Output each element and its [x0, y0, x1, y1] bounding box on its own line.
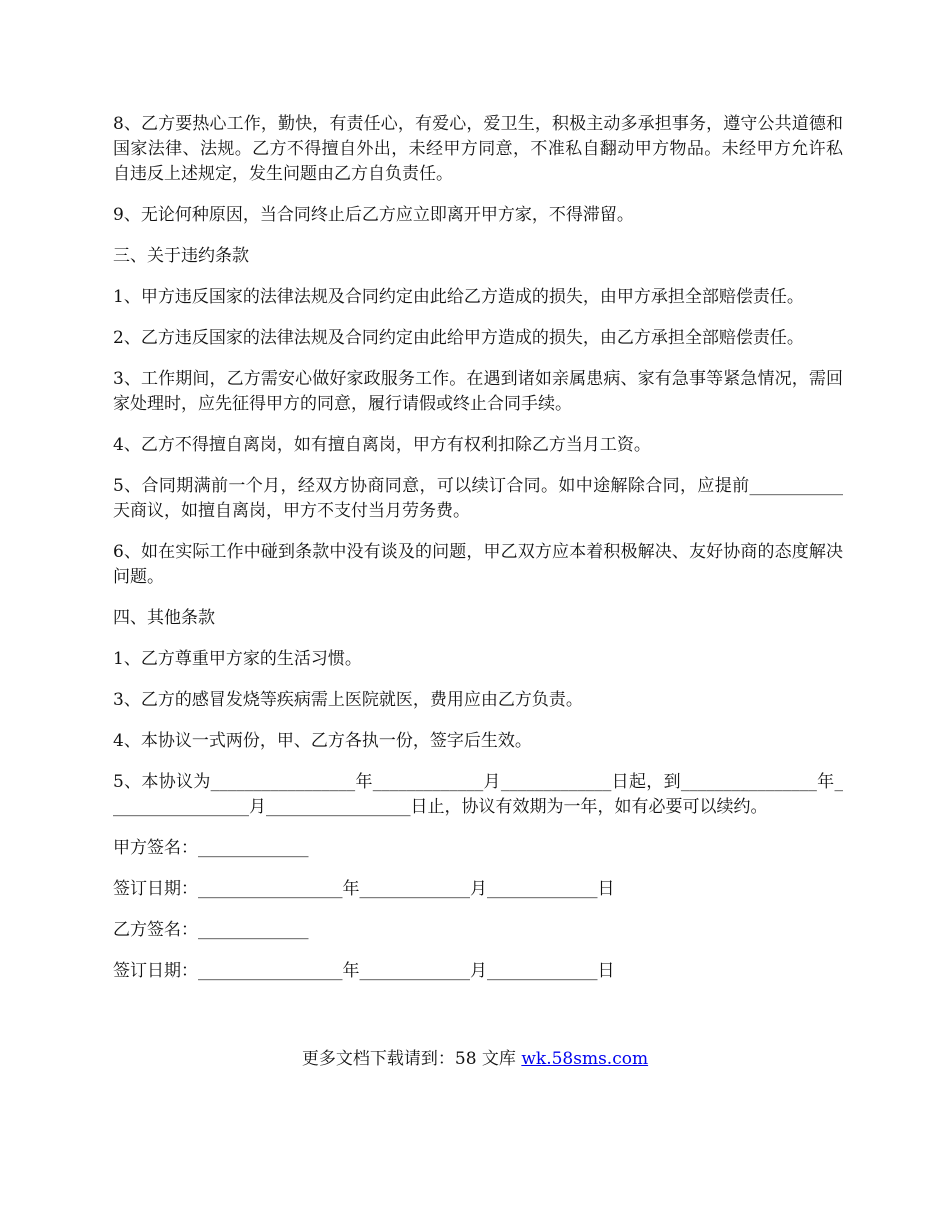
footer-text: 更多文档下载请到：58 文库	[301, 1049, 522, 1069]
party-b-date-line: 签订日期：_________________年_____________月_____________日	[113, 961, 615, 981]
breach-clause-2: 2、乙方违反国家的法律法规及合同约定由此给甲方造成的损失，由乙方承担全部赔偿责任。	[113, 328, 804, 348]
other-clause-4: 4、本协议一式两份，甲、乙方各执一份，签字后生效。	[113, 731, 532, 751]
other-clause-3: 3、乙方的感冒发烧等疾病需上医院就医，费用应由乙方负责。	[113, 690, 583, 710]
other-clause-5: 5、本协议为_________________年_____________月_____________日起，到________________年_________________月_________________日止，协议有效期为一年，如有必要可以续约。	[113, 772, 843, 817]
party-a-date-line: 签订日期：_________________年_____________月_____________日	[113, 879, 615, 899]
document-body	[113, 112, 843, 1000]
footer-link[interactable]: wk.58sms.com	[521, 1049, 649, 1069]
breach-clause-5: 5、合同期满前一个月，经双方协商同意，可以续订合同。如中途解除合同，应提前___________天商议，如擅自离岗，甲方不支付当月劳务费。	[113, 476, 843, 521]
breach-clause-4: 4、乙方不得擅自离岗，如有擅自离岗，甲方有权利扣除乙方当月工资。	[113, 435, 651, 455]
breach-clause-1: 1、甲方违反国家的法律法规及合同约定由此给乙方造成的损失，由甲方承担全部赔偿责任。	[113, 287, 804, 307]
breach-clause-3: 3、工作期间，乙方需安心做好家政服务工作。在遇到诸如亲属患病、家有急事等紧急情况，需回家处理时，应先征得甲方的同意，履行请假或终止合同手续。	[113, 369, 843, 414]
clause-9: 9、无论何种原因，当合同终止后乙方应立即离开甲方家，不得滞留。	[113, 205, 634, 225]
party-b-signature-line: 乙方签名：_____________	[113, 920, 309, 940]
clause-8: 8、乙方要热心工作，勤快，有责任心，有爱心，爱卫生，积极主动多承担事务，遵守公共道德和国家法律、法规。乙方不得擅自外出，未经甲方同意，不准私自翻动甲方物品。未经甲方允许私自违反上述规定，发生问题由乙方自负责任。	[113, 114, 843, 184]
party-a-signature-line: 甲方签名：_____________	[113, 838, 309, 858]
section-heading-other: 四、其他条款	[113, 608, 215, 628]
other-clause-1: 1、乙方尊重甲方家的生活习惯。	[113, 649, 362, 669]
page-footer	[0, 1047, 950, 1071]
breach-clause-6: 6、如在实际工作中碰到条款中没有谈及的问题，甲乙双方应本着积极解决、友好协商的态度解决问题。	[113, 542, 843, 587]
section-heading-breach: 三、关于违约条款	[113, 246, 249, 266]
